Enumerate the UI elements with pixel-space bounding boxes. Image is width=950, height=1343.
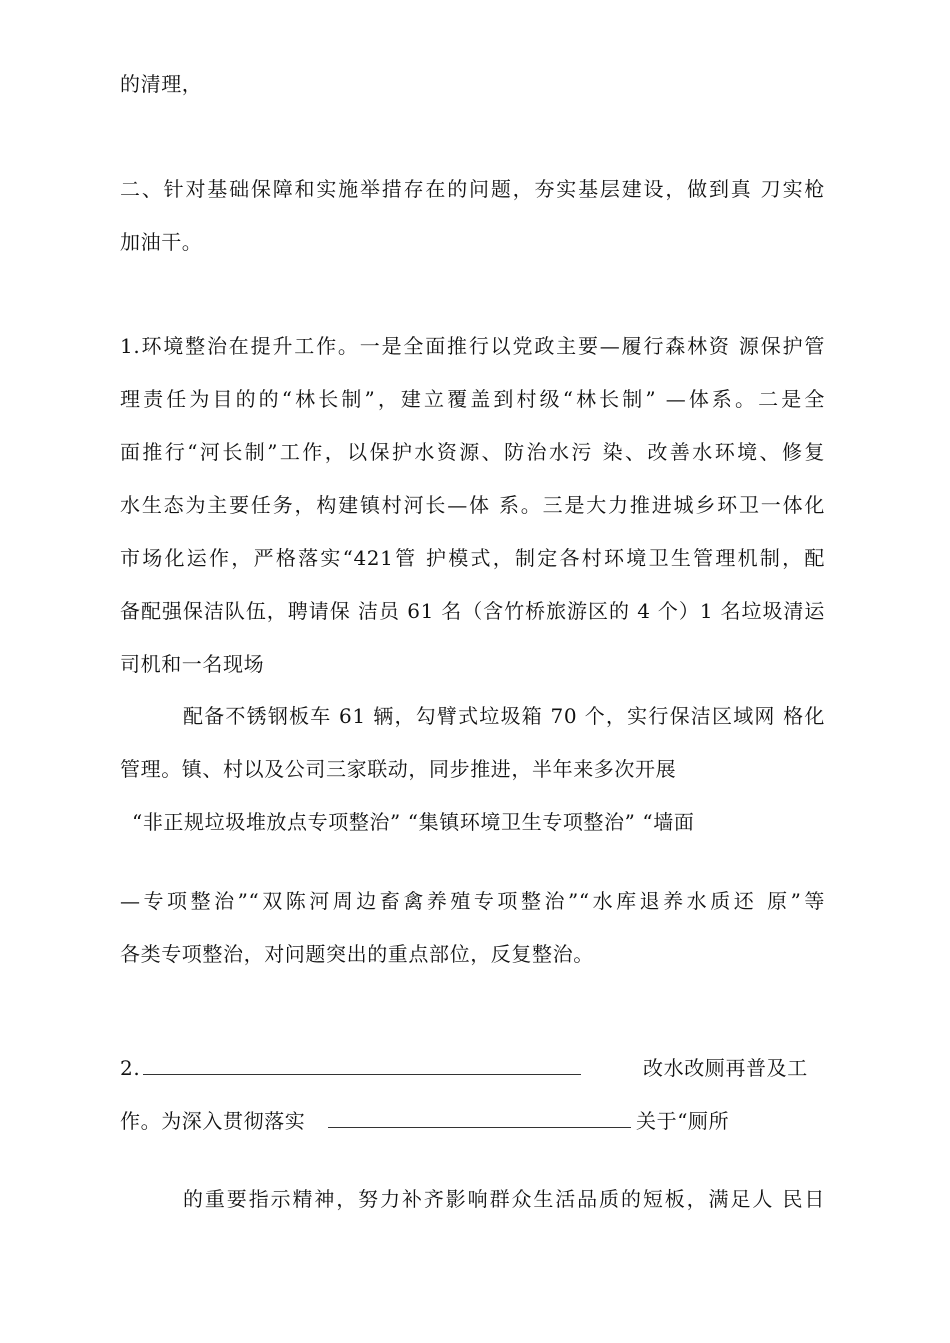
text-line: 各类专项整治，对问题突出的重点部位，反复整治。 <box>120 942 594 966</box>
text-line: 1.环境整治在提升工作。一是全面推行以党政主要—履行森林资 源保护管 <box>120 334 825 358</box>
text-line: 的重要指示精神，努力补齐影响群众生活品质的短板，满足人 民日 <box>183 1187 825 1211</box>
text-line: 管理。镇、村以及公司三家联动，同步推进，半年来多次开展 <box>120 757 677 781</box>
section-heading-cont: 加油干。 <box>120 230 203 254</box>
text-line: 水生态为主要任务，构建镇村河长—体 系。三是大力推进城乡环卫一体化 <box>120 493 825 517</box>
text-line: 备配强保洁队伍，聘请保 洁员 61 名（含竹桥旅游区的 4 个）1 名垃圾清运 <box>120 599 825 623</box>
text-line: 面推行“河长制”工作，以保护水资源、防治水污 染、改善水环境、修复 <box>120 440 825 464</box>
text-segment: 作。为深入贯彻落实 <box>120 1109 306 1133</box>
section-heading: 二、针对基础保障和实施举措存在的问题，夯实基层建设，做到真 刀实枪 <box>120 177 825 201</box>
text-line: —专项整治”“双陈河周边畜禽养殖专项整治”“水库退养水质还 原”等 <box>120 889 825 913</box>
text-line: 司机和一名现场 <box>120 652 265 676</box>
text-line: 的清理， <box>120 72 203 96</box>
item-number: 2. <box>120 1056 141 1080</box>
text-line: 配备不锈钢板车 61 辆，勾臂式垃圾箱 70 个，实行保洁区域网 格化 <box>183 704 825 728</box>
text-segment: 改水改厕再普及工 <box>643 1056 808 1080</box>
text-line: 市场化运作，严格落实“421管 护模式，制定各村环境卫生管理机制，配 <box>120 546 825 570</box>
blank-underline <box>143 1056 581 1075</box>
text-line: “非正规垃圾堆放点专项整治” “集镇环境卫生专项整治” “墙面 <box>132 810 695 834</box>
text-line: 理责任为目的的“林长制”，建立覆盖到村级“林长制” —体系。二是全 <box>120 387 825 411</box>
text-segment: 关于“厕所 <box>636 1109 730 1133</box>
blank-underline <box>328 1109 631 1128</box>
